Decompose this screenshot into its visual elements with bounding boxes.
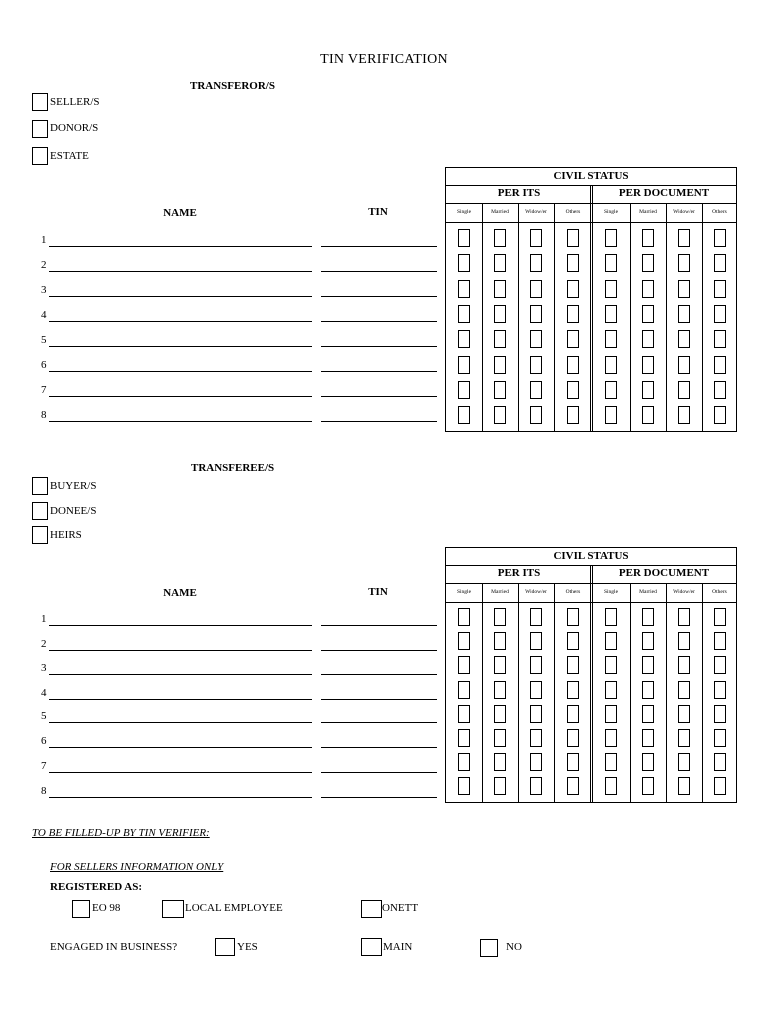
column-divider xyxy=(590,185,593,431)
civil-status-subheader: Widow/er xyxy=(666,203,702,223)
civil-status-checkbox[interactable] xyxy=(530,753,542,771)
civil-status-checkbox[interactable] xyxy=(642,254,654,272)
name-field-line[interactable] xyxy=(49,271,312,272)
civil-status-checkbox[interactable] xyxy=(714,753,726,771)
row-number: 3 xyxy=(41,662,47,674)
donor-checkbox[interactable] xyxy=(32,120,48,138)
main-checkbox[interactable] xyxy=(361,938,382,956)
civil-status-checkbox[interactable] xyxy=(642,729,654,747)
civil-status-checkbox[interactable] xyxy=(458,656,470,674)
civil-status-checkbox[interactable] xyxy=(605,729,617,747)
civil-status-checkbox[interactable] xyxy=(714,356,726,374)
name-field-line[interactable] xyxy=(49,650,312,651)
column-divider xyxy=(554,203,555,431)
tin-field-line[interactable] xyxy=(321,246,437,247)
civil-status-checkbox[interactable] xyxy=(605,356,617,374)
civil-status-checkbox[interactable] xyxy=(642,330,654,348)
page-title: TIN VERIFICATION xyxy=(320,52,448,67)
civil-status-subheader: Others xyxy=(554,583,592,603)
civil-status-checkbox[interactable] xyxy=(494,656,506,674)
civil-status-checkbox[interactable] xyxy=(494,229,506,247)
column-divider xyxy=(702,203,703,431)
per-document-group-header: PER DOCUMENT xyxy=(592,565,736,584)
civil-status-checkbox[interactable] xyxy=(458,254,470,272)
tin-field-line[interactable] xyxy=(321,772,437,773)
name-field-line[interactable] xyxy=(49,699,312,700)
civil-status-checkbox[interactable] xyxy=(530,330,542,348)
civil-status-checkbox[interactable] xyxy=(567,681,579,699)
civil-status-checkbox[interactable] xyxy=(458,406,470,424)
civil-status-checkbox[interactable] xyxy=(458,777,470,795)
name-column-header: NAME xyxy=(163,207,197,219)
civil-status-subheader: Married xyxy=(630,583,666,603)
civil-status-subheader: Single xyxy=(592,583,630,603)
civil-status-checkbox[interactable] xyxy=(567,254,579,272)
column-divider xyxy=(518,203,519,431)
tin-field-line[interactable] xyxy=(321,296,437,297)
column-divider xyxy=(666,583,667,802)
civil-status-checkbox[interactable] xyxy=(567,729,579,747)
civil-status-checkbox[interactable] xyxy=(567,305,579,323)
civil-status-checkbox[interactable] xyxy=(530,705,542,723)
civil-status-checkbox[interactable] xyxy=(678,632,690,650)
tin-column-header: TIN xyxy=(368,206,388,218)
tin-field-line[interactable] xyxy=(321,421,437,422)
name-field-line[interactable] xyxy=(49,797,312,798)
civil-status-checkbox[interactable] xyxy=(494,305,506,323)
civil-status-checkbox[interactable] xyxy=(530,656,542,674)
civil-status-checkbox[interactable] xyxy=(458,305,470,323)
verifier-heading: TO BE FILLED-UP BY TIN VERIFIER: xyxy=(32,827,210,839)
row-number: 7 xyxy=(41,384,47,396)
civil-status-subheader: Single xyxy=(446,203,482,223)
name-field-line[interactable] xyxy=(49,346,312,347)
civil-status-subheader: Widow/er xyxy=(518,583,554,603)
row-number: 8 xyxy=(41,409,47,421)
civil-status-checkbox[interactable] xyxy=(714,681,726,699)
row-number: 5 xyxy=(41,334,47,346)
civil-status-checkbox[interactable] xyxy=(678,681,690,699)
seller-checkbox[interactable] xyxy=(32,93,48,111)
civil-status-title: CIVIL STATUS xyxy=(446,548,736,566)
civil-status-checkbox[interactable] xyxy=(530,729,542,747)
row-number: 1 xyxy=(41,613,47,625)
civil-status-checkbox[interactable] xyxy=(642,280,654,298)
tin-field-line[interactable] xyxy=(321,396,437,397)
civil-status-checkbox[interactable] xyxy=(458,632,470,650)
column-divider xyxy=(518,583,519,802)
per-document-group-header: PER DOCUMENT xyxy=(592,185,736,204)
onett-checkbox[interactable] xyxy=(361,900,382,918)
engaged-in-business-label: ENGAGED IN BUSINESS? xyxy=(50,941,178,953)
civil-status-subheader: Widow/er xyxy=(518,203,554,223)
column-divider xyxy=(666,203,667,431)
tin-field-line[interactable] xyxy=(321,699,437,700)
civil-status-checkbox[interactable] xyxy=(678,305,690,323)
buyer-label: BUYER/S xyxy=(50,480,97,492)
civil-status-checkbox[interactable] xyxy=(458,229,470,247)
sellers-info-note: FOR SELLERS INFORMATION ONLY xyxy=(50,861,224,873)
tin-field-line[interactable] xyxy=(321,747,437,748)
row-number: 4 xyxy=(41,687,47,699)
civil-status-checkbox[interactable] xyxy=(714,330,726,348)
civil-status-checkbox[interactable] xyxy=(714,381,726,399)
civil-status-checkbox[interactable] xyxy=(642,632,654,650)
row-number: 5 xyxy=(41,710,47,722)
civil-status-checkbox[interactable] xyxy=(714,656,726,674)
civil-status-subheader: Others xyxy=(702,583,737,603)
transferor-heading: TRANSFEROR/S xyxy=(190,80,275,92)
name-field-line[interactable] xyxy=(49,371,312,372)
per-its-group-header: PER ITS xyxy=(446,565,592,584)
civil-status-checkbox[interactable] xyxy=(567,705,579,723)
civil-status-checkbox[interactable] xyxy=(605,406,617,424)
civil-status-checkbox[interactable] xyxy=(567,229,579,247)
civil-status-checkbox[interactable] xyxy=(458,330,470,348)
civil-status-checkbox[interactable] xyxy=(530,681,542,699)
civil-status-checkbox[interactable] xyxy=(494,280,506,298)
civil-status-checkbox[interactable] xyxy=(494,254,506,272)
civil-status-checkbox[interactable] xyxy=(678,356,690,374)
civil-status-checkbox[interactable] xyxy=(530,229,542,247)
civil-status-checkbox[interactable] xyxy=(678,608,690,626)
civil-status-checkbox[interactable] xyxy=(494,729,506,747)
tin-field-line[interactable] xyxy=(321,371,437,372)
buyer-checkbox[interactable] xyxy=(32,477,48,495)
civil-status-checkbox[interactable] xyxy=(605,705,617,723)
name-field-line[interactable] xyxy=(49,722,312,723)
name-field-line[interactable] xyxy=(49,246,312,247)
civil-status-checkbox[interactable] xyxy=(678,753,690,771)
civil-status-checkbox[interactable] xyxy=(494,381,506,399)
no-label: NO xyxy=(506,941,522,953)
local-employee-checkbox[interactable] xyxy=(162,900,184,918)
civil-status-checkbox[interactable] xyxy=(714,608,726,626)
yes-checkbox[interactable] xyxy=(215,938,235,956)
row-number: 4 xyxy=(41,309,47,321)
civil-status-checkbox[interactable] xyxy=(642,705,654,723)
tin-field-line[interactable] xyxy=(321,797,437,798)
tin-field-line[interactable] xyxy=(321,674,437,675)
civil-status-checkbox[interactable] xyxy=(642,229,654,247)
column-divider xyxy=(630,583,631,802)
column-divider xyxy=(590,565,593,802)
civil-status-checkbox[interactable] xyxy=(714,254,726,272)
onett-label: ONETT xyxy=(382,902,419,914)
name-field-line[interactable] xyxy=(49,625,312,626)
name-column-header: NAME xyxy=(163,587,197,599)
column-divider xyxy=(482,583,483,802)
civil-status-subheader: Married xyxy=(482,203,518,223)
civil-status-checkbox[interactable] xyxy=(642,656,654,674)
tin-column-header: TIN xyxy=(368,586,388,598)
civil-status-checkbox[interactable] xyxy=(567,406,579,424)
civil-status-checkbox[interactable] xyxy=(458,280,470,298)
civil-status-checkbox[interactable] xyxy=(678,330,690,348)
civil-status-checkbox[interactable] xyxy=(714,705,726,723)
civil-status-checkbox[interactable] xyxy=(678,280,690,298)
civil-status-checkbox[interactable] xyxy=(567,381,579,399)
civil-status-checkbox[interactable] xyxy=(642,753,654,771)
civil-status-checkbox[interactable] xyxy=(678,381,690,399)
civil-status-checkbox[interactable] xyxy=(605,280,617,298)
transferee-heading: TRANSFEREE/S xyxy=(191,462,275,474)
civil-status-subheader: Others xyxy=(554,203,592,223)
donee-checkbox[interactable] xyxy=(32,502,48,520)
civil-status-checkbox[interactable] xyxy=(678,777,690,795)
row-number: 2 xyxy=(41,259,47,271)
estate-label: ESTATE xyxy=(50,150,89,162)
civil-status-title: CIVIL STATUS xyxy=(446,168,736,186)
seller-label: SELLER/S xyxy=(50,96,100,108)
civil-status-checkbox[interactable] xyxy=(567,777,579,795)
civil-status-checkbox[interactable] xyxy=(642,406,654,424)
civil-status-checkbox[interactable] xyxy=(567,632,579,650)
civil-status-checkbox[interactable] xyxy=(642,608,654,626)
civil-status-checkbox[interactable] xyxy=(714,305,726,323)
civil-status-checkbox[interactable] xyxy=(494,777,506,795)
per-its-group-header: PER ITS xyxy=(446,185,592,204)
column-divider xyxy=(630,203,631,431)
civil-status-subheader: Widow/er xyxy=(666,583,702,603)
civil-status-checkbox[interactable] xyxy=(494,608,506,626)
civil-status-checkbox[interactable] xyxy=(530,632,542,650)
civil-status-checkbox[interactable] xyxy=(714,729,726,747)
tin-field-line[interactable] xyxy=(321,271,437,272)
civil-status-checkbox[interactable] xyxy=(494,406,506,424)
civil-status-checkbox[interactable] xyxy=(605,381,617,399)
civil-status-checkbox[interactable] xyxy=(605,608,617,626)
row-number: 6 xyxy=(41,735,47,747)
civil-status-checkbox[interactable] xyxy=(642,305,654,323)
row-number: 6 xyxy=(41,359,47,371)
civil-status-checkbox[interactable] xyxy=(458,381,470,399)
tin-field-line[interactable] xyxy=(321,722,437,723)
civil-status-checkbox[interactable] xyxy=(458,356,470,374)
civil-status-checkbox[interactable] xyxy=(714,632,726,650)
civil-status-checkbox[interactable] xyxy=(605,229,617,247)
name-field-line[interactable] xyxy=(49,747,312,748)
civil-status-checkbox[interactable] xyxy=(530,406,542,424)
civil-status-checkbox[interactable] xyxy=(605,632,617,650)
civil-status-checkbox[interactable] xyxy=(605,777,617,795)
civil-status-checkbox[interactable] xyxy=(714,406,726,424)
eo98-checkbox[interactable] xyxy=(72,900,90,918)
civil-status-checkbox[interactable] xyxy=(605,330,617,348)
name-field-line[interactable] xyxy=(49,674,312,675)
civil-status-checkbox[interactable] xyxy=(530,381,542,399)
civil-status-subheader: Single xyxy=(592,203,630,223)
civil-status-checkbox[interactable] xyxy=(642,681,654,699)
tin-field-line[interactable] xyxy=(321,625,437,626)
name-field-line[interactable] xyxy=(49,296,312,297)
registered-as-label: REGISTERED AS: xyxy=(50,881,143,893)
column-divider xyxy=(482,203,483,431)
name-field-line[interactable] xyxy=(49,321,312,322)
civil-status-checkbox[interactable] xyxy=(458,608,470,626)
civil-status-checkbox[interactable] xyxy=(642,381,654,399)
civil-status-checkbox[interactable] xyxy=(530,608,542,626)
column-divider xyxy=(554,583,555,802)
civil-status-checkbox[interactable] xyxy=(494,681,506,699)
civil-status-checkbox[interactable] xyxy=(567,330,579,348)
civil-status-checkbox[interactable] xyxy=(678,705,690,723)
civil-status-checkbox[interactable] xyxy=(605,656,617,674)
civil-status-checkbox[interactable] xyxy=(678,229,690,247)
civil-status-checkbox[interactable] xyxy=(567,356,579,374)
transferor-civil-status-table xyxy=(445,167,737,432)
row-number: 8 xyxy=(41,785,47,797)
eo98-label: EO 98 xyxy=(92,902,121,914)
heirs-label: HEIRS xyxy=(50,529,82,541)
donor-label: DONOR/S xyxy=(50,122,99,134)
civil-status-checkbox[interactable] xyxy=(494,356,506,374)
civil-status-checkbox[interactable] xyxy=(530,356,542,374)
row-number: 2 xyxy=(41,638,47,650)
civil-status-checkbox[interactable] xyxy=(642,356,654,374)
civil-status-checkbox[interactable] xyxy=(714,229,726,247)
row-number: 7 xyxy=(41,760,47,772)
civil-status-subheader: Married xyxy=(482,583,518,603)
civil-status-checkbox[interactable] xyxy=(605,753,617,771)
civil-status-checkbox[interactable] xyxy=(605,681,617,699)
civil-status-subheader: Single xyxy=(446,583,482,603)
civil-status-checkbox[interactable] xyxy=(458,753,470,771)
civil-status-checkbox[interactable] xyxy=(642,777,654,795)
civil-status-checkbox[interactable] xyxy=(567,280,579,298)
civil-status-checkbox[interactable] xyxy=(494,330,506,348)
civil-status-checkbox[interactable] xyxy=(678,254,690,272)
civil-status-checkbox[interactable] xyxy=(458,729,470,747)
civil-status-checkbox[interactable] xyxy=(678,729,690,747)
civil-status-checkbox[interactable] xyxy=(494,705,506,723)
civil-status-checkbox[interactable] xyxy=(530,254,542,272)
civil-status-checkbox[interactable] xyxy=(678,656,690,674)
civil-status-checkbox[interactable] xyxy=(494,753,506,771)
civil-status-subheader: Married xyxy=(630,203,666,223)
tin-field-line[interactable] xyxy=(321,346,437,347)
no-checkbox[interactable] xyxy=(480,939,498,957)
civil-status-checkbox[interactable] xyxy=(458,681,470,699)
yes-label: YES xyxy=(237,941,258,953)
column-divider xyxy=(702,583,703,802)
civil-status-checkbox[interactable] xyxy=(567,753,579,771)
civil-status-checkbox[interactable] xyxy=(678,406,690,424)
name-field-line[interactable] xyxy=(49,772,312,773)
civil-status-checkbox[interactable] xyxy=(714,280,726,298)
civil-status-checkbox[interactable] xyxy=(605,305,617,323)
civil-status-checkbox[interactable] xyxy=(530,280,542,298)
civil-status-checkbox[interactable] xyxy=(530,777,542,795)
name-field-line[interactable] xyxy=(49,421,312,422)
tin-field-line[interactable] xyxy=(321,321,437,322)
name-field-line[interactable] xyxy=(49,396,312,397)
civil-status-checkbox[interactable] xyxy=(458,705,470,723)
estate-checkbox[interactable] xyxy=(32,147,48,165)
local-employee-label: LOCAL EMPLOYEE xyxy=(185,902,283,914)
civil-status-checkbox[interactable] xyxy=(714,777,726,795)
civil-status-checkbox[interactable] xyxy=(530,305,542,323)
heirs-checkbox[interactable] xyxy=(32,526,48,544)
civil-status-checkbox[interactable] xyxy=(567,608,579,626)
civil-status-checkbox[interactable] xyxy=(605,254,617,272)
row-number: 1 xyxy=(41,234,47,246)
donee-label: DONEE/S xyxy=(50,505,97,517)
row-number: 3 xyxy=(41,284,47,296)
civil-status-checkbox[interactable] xyxy=(567,656,579,674)
transferee-civil-status-table xyxy=(445,547,737,803)
main-label: MAIN xyxy=(383,941,413,953)
tin-field-line[interactable] xyxy=(321,650,437,651)
civil-status-checkbox[interactable] xyxy=(494,632,506,650)
civil-status-subheader: Others xyxy=(702,203,737,223)
